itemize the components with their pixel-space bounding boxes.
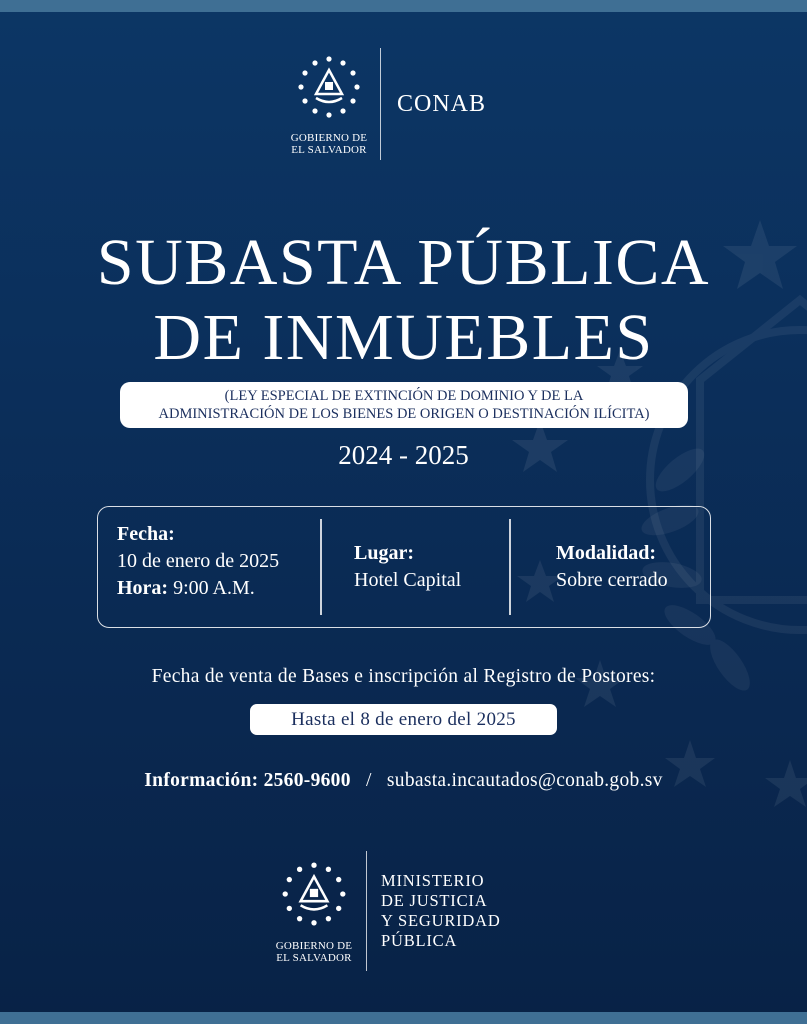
top-stripe xyxy=(0,0,807,12)
law-description-box xyxy=(120,382,688,428)
contact-phone: 2560-9600 xyxy=(263,770,351,791)
footer-divider xyxy=(366,851,367,971)
contact-label: Información: xyxy=(144,770,259,791)
footer-gobierno-logo xyxy=(268,858,360,964)
header-logos xyxy=(284,48,486,160)
title-line-1: SUBASTA PÚBLICA xyxy=(96,226,711,299)
national-emblem-icon xyxy=(294,52,364,122)
bases-label: Fecha de venta de Bases e inscripción al Registro de Postores: xyxy=(151,666,656,687)
time-row xyxy=(117,575,279,602)
date-label: Fecha: xyxy=(117,523,175,545)
time-value: 9:00 A.M. xyxy=(173,577,255,599)
contact-email: subasta.incautados@conab.gob.sv xyxy=(386,770,663,791)
footer-national-emblem-icon xyxy=(278,858,350,930)
mode-label: Modalidad: xyxy=(556,542,657,564)
ministry-line-3: Y SEGURIDAD xyxy=(381,911,501,930)
ministry-line-4: PÚBLICA xyxy=(381,931,458,950)
gobierno-logo xyxy=(284,52,374,156)
gobierno-line-1: GOBIERNO DE xyxy=(290,132,368,144)
date-cell xyxy=(117,521,279,602)
bases-deadline-box: Hasta el 8 de enero del 2025 xyxy=(250,704,557,735)
details-divider-2 xyxy=(509,519,511,615)
place-value: Hotel Capital xyxy=(354,569,462,591)
contact-line xyxy=(0,770,807,792)
auction-details-box xyxy=(97,506,711,628)
law-line-1: (LEY ESPECIAL DE EXTINCIÓN DE DOMINIO Y DE LA xyxy=(224,388,584,404)
header-divider xyxy=(380,48,381,160)
gobierno-line-2: EL SALVADOR xyxy=(291,144,367,156)
footer-gobierno-line-1: GOBIERNO DE xyxy=(275,940,353,952)
contact-separator: / xyxy=(365,770,372,791)
place-label: Lugar: xyxy=(354,542,414,564)
footer-gobierno-line-2: EL SALVADOR xyxy=(276,952,352,964)
years-range: 2024 - 2025 xyxy=(338,440,469,470)
mode-value: Sobre cerrado xyxy=(556,569,668,591)
law-line-2: ADMINISTRACIÓN DE LOS BIENES DE ORIGEN O DESTINACIÓN ILÍCITA) xyxy=(158,406,650,422)
place-cell xyxy=(354,540,461,594)
footer-logos xyxy=(268,851,501,971)
bottom-stripe xyxy=(0,1012,807,1024)
ministry-line-2: DE JUSTICIA xyxy=(381,891,488,910)
ministry-line-1: MINISTERIO xyxy=(381,871,485,890)
details-divider-1 xyxy=(320,519,322,615)
ministry-name xyxy=(381,871,501,951)
title-line-2: DE INMUEBLES xyxy=(153,301,654,374)
time-label: Hora: xyxy=(117,577,169,599)
date-value: 10 de enero de 2025 xyxy=(117,550,280,572)
agency-name: CONAB xyxy=(397,90,487,117)
mode-cell xyxy=(556,540,668,594)
